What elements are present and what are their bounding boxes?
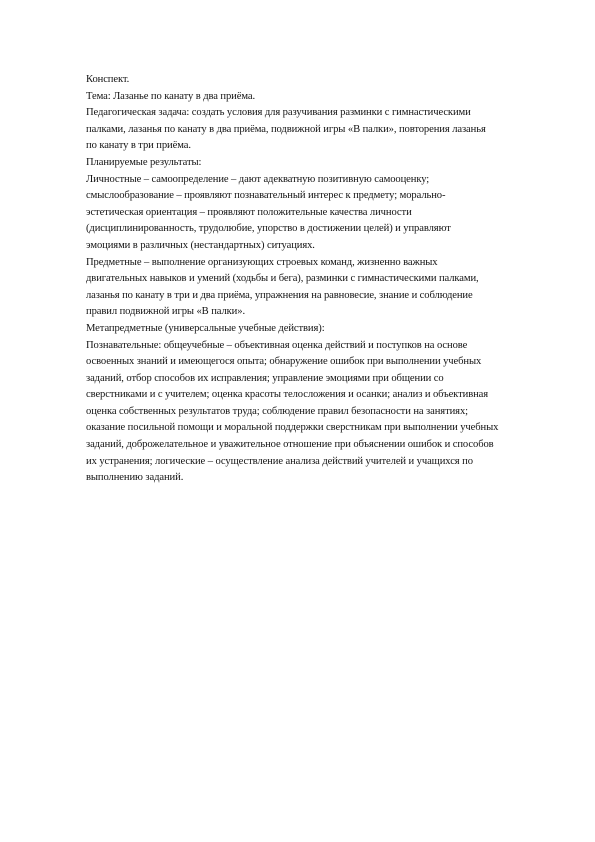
text-line: эстетическая ориентация – проявляют положительные качества личности — [86, 206, 412, 218]
text-line: Планируемые результаты: — [86, 156, 202, 168]
text-line: оказание посильной помощи и моральной поддержки сверстникам при выполнении учебных — [86, 422, 499, 434]
document-page — [86, 72, 556, 487]
text-line: их устранения; логические – осуществление анализа действий учителей и учащихся по — [86, 455, 473, 467]
text-line: по канату в три приёма. — [86, 140, 191, 152]
text-line: (дисциплинированность, трудолюбие, упорство в достижении целей) и управляют — [86, 223, 451, 235]
text-line: заданий, отбор способов их исправления; управление эмоциями при общении со — [86, 372, 444, 384]
text-line: оценка собственных результатов труда; соблюдение правил безопасности на занятиях; — [86, 405, 468, 417]
text-line: Предметные – выполнение организующих строевых команд, жизненно важных — [86, 256, 438, 268]
text-line: палками, лазанья по канату в два приёма, подвижной игры «В палки», повторения лазанья — [86, 123, 486, 135]
text-line: освоенных знаний и имеющегося опыта; обнаружение ошибок при выполнении учебных — [86, 356, 482, 368]
text-line: лазанья по канату в три и два приёма, упражнения на равновесие, знание и соблюдение — [86, 289, 473, 301]
text-line: эмоциями в различных (нестандартных) ситуациях. — [86, 239, 315, 251]
text-line: сверстниками и с учителем; оценка красоты телосложения и осанки; анализ и объективная — [86, 389, 489, 401]
paragraph-cognitive-results — [86, 338, 556, 487]
text-line: Личностные – самоопределение – дают адекватную позитивную самооценку; — [86, 173, 430, 185]
text-line: Конспект. — [86, 74, 130, 85]
text-line: правил подвижной игры «В палки». — [86, 306, 246, 318]
text-line: двигательных навыков и умений (ходьбы и бега), разминки с гимнастическими палками, — [86, 273, 479, 285]
text-line: Познавательные: общеучебные – объективная оценка действий и поступков на основе — [86, 339, 468, 351]
paragraph-tema — [86, 89, 556, 106]
paragraph-metasubject-heading — [86, 321, 556, 338]
paragraph-konspekt — [86, 72, 556, 89]
text-line: Тема: Лазанье по канату в два приёма. — [86, 90, 256, 102]
text-line: заданий, доброжелательное и уважительное отношение при объяснении ошибок и способов — [86, 439, 494, 451]
text-line: смыслообразование – проявляют познавательный интерес к предмету; морально- — [86, 190, 446, 202]
text-line: выполнению заданий. — [86, 472, 184, 484]
paragraph-personal-results — [86, 172, 556, 255]
paragraph-pedagogical-task — [86, 105, 556, 155]
text-line: Педагогическая задача: создать условия для разучивания разминки с гимнастическими — [86, 107, 471, 119]
paragraph-subject-results — [86, 255, 556, 321]
paragraph-planned-results-heading — [86, 155, 556, 172]
text-line: Метапредметные (универсальные учебные действия): — [86, 322, 325, 334]
